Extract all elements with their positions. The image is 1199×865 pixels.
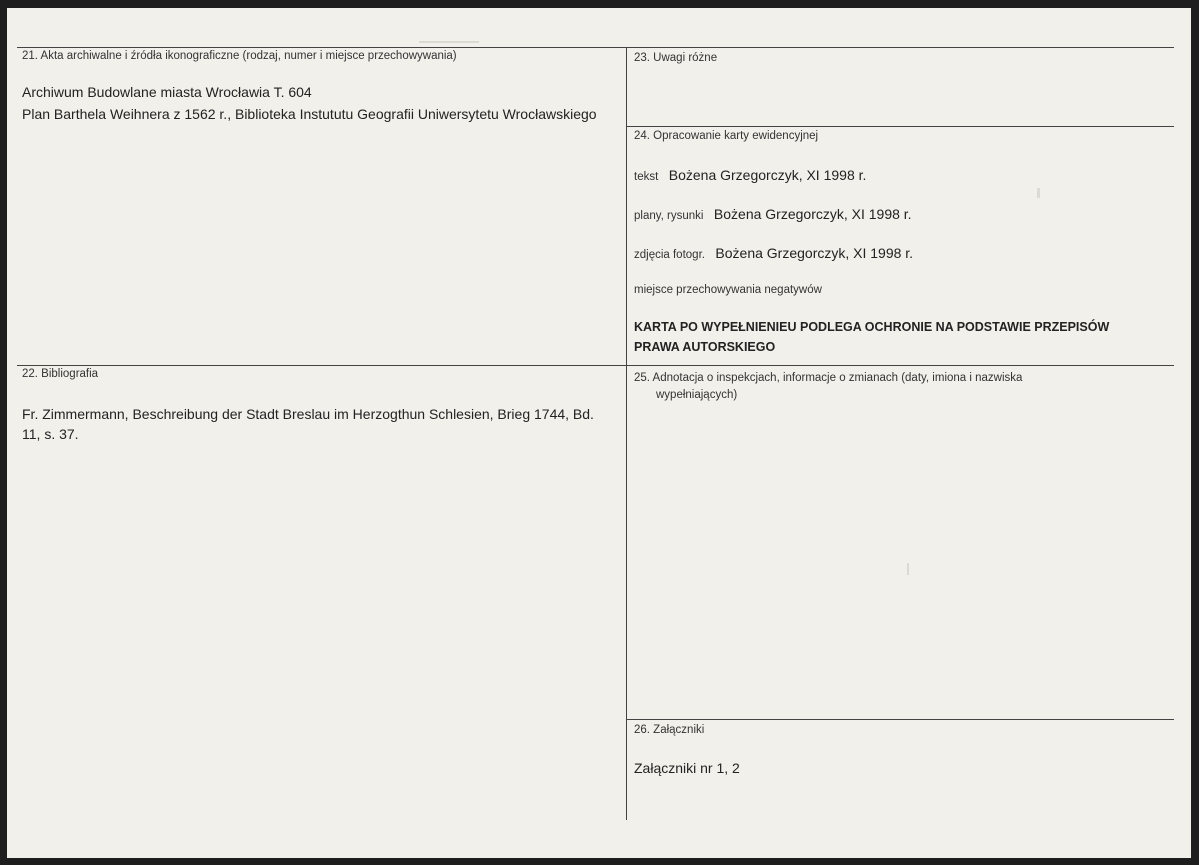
section-21-line-2: Plan Barthela Weihnera z 1562 r., Biblioteka Instututu Geografii Uniwersytetu Wrocławskiego [22, 106, 597, 122]
section-22-label: 22. Bibliografia [22, 368, 99, 380]
text-author-row [634, 167, 866, 185]
drawings-author-value: Bożena Grzegorczyk, XI 1998 r. [713, 206, 912, 222]
photos-author-value: Bożena Grzegorczyk, XI 1998 r. [715, 245, 914, 261]
section-23-label: 23. Uwagi różne [634, 52, 718, 64]
column-divider [626, 47, 627, 820]
attachments-value: Załączniki nr 1, 2 [634, 760, 740, 776]
rule-25-26 [626, 719, 1174, 720]
copyright-notice-line-1: KARTA PO WYPEŁNIENIEU PODLEGA OCHRONIE NA PODSTAWIE PRZEPISÓW [634, 320, 1110, 334]
section-26-label: 26. Załączniki [634, 724, 705, 736]
photos-author-row [634, 245, 913, 263]
drawings-author-label: plany, rysunki [634, 210, 704, 222]
scan-speck [419, 41, 479, 43]
copyright-notice-line-2: PRAWA AUTORSKIEGO [634, 340, 776, 354]
section-21-line-1: Archiwum Budowlane miasta Wrocławia T. 604 [22, 84, 312, 100]
section-24-label: 24. Opracowanie karty ewidencyjnej [634, 130, 819, 142]
scan-speck [1037, 188, 1040, 198]
section-25-label-line-2: wypełniających) [656, 389, 738, 401]
section-21-label: 21. Akta archiwalne i źródła ikonograficzne (rodzaj, numer i miejsce przechowywania) [22, 50, 457, 62]
rule-23-24 [626, 126, 1174, 127]
section-25-label-line-1: 25. Adnotacja o inspekcjach, informacje o zmianach (daty, imiona i nazwiska [634, 372, 1023, 384]
top-rule [17, 47, 1174, 48]
rule-22-25 [17, 365, 1174, 366]
drawings-author-row [634, 206, 912, 224]
bibliography-line-1: Fr. Zimmermann, Beschreibung der Stadt Breslau im Herzogthun Schlesien, Brieg 1744, Bd. [22, 406, 594, 422]
record-card-sheet [7, 8, 1191, 858]
scan-speck [907, 563, 909, 575]
photos-author-label: zdjęcia fotogr. [634, 249, 705, 261]
negatives-location-label: miejsce przechowywania negatywów [634, 284, 822, 296]
text-author-label: tekst [634, 171, 659, 183]
text-author-value: Bożena Grzegorczyk, XI 1998 r. [668, 167, 867, 183]
bibliography-line-2: 11, s. 37. [22, 426, 79, 442]
